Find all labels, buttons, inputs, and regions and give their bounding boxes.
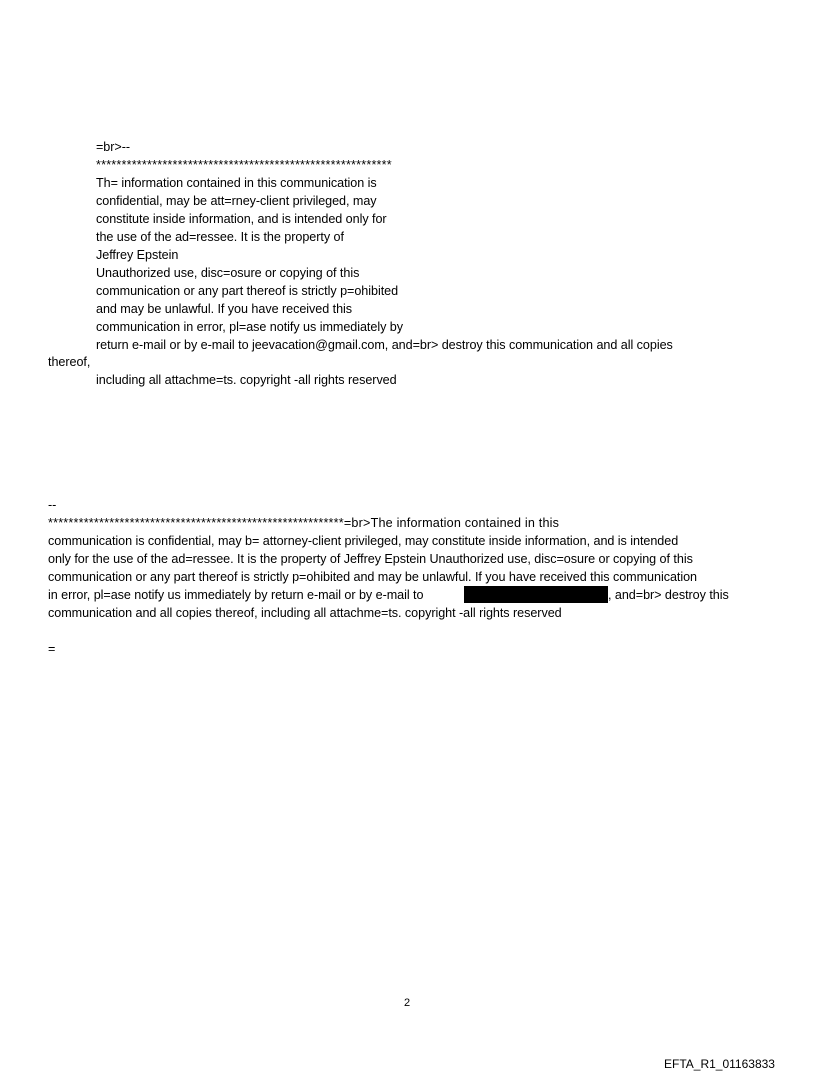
quoted-line: Th= information contained in this communication is [96,176,377,190]
quoted-line: =br>-- [96,140,130,154]
signature-line: , and=br> destroy this [608,588,729,602]
quoted-line: constitute inside information, and is intended only for [96,212,387,226]
signature-line: in error, pl=ase notify us immediately by return e-mail or by e-mail to [48,588,424,602]
signature-line: communication is confidential, may b= attorney-client privileged, may constitute inside information, and is intended [48,534,679,548]
quoted-line: including all attachme=ts. copyright -all rights reserved [96,373,397,387]
signature-line: communication or any part thereof is strictly p=ohibited and may be unlawful. If you have received this communication [48,570,698,584]
document-id: EFTA_R1_01163833 [664,1057,775,1071]
quoted-line: Jeffrey Epstein [96,248,179,262]
signature-line: communication and all copies thereof, including all attachme=ts. copyright -all rights reserved [48,606,562,620]
quoted-line: ********************************************************** [96,158,392,172]
quoted-line: thereof, [48,355,91,369]
quoted-line: and may be unlawful. If you have received this [96,302,353,316]
quoted-line: confidential, may be att=rney-client privileged, may [96,194,377,208]
quoted-line: Unauthorized use, disc=osure or copying of this [96,266,360,280]
quoted-line: return e-mail or by e-mail to jeevacation@gmail.com, and=br> destroy this communication and all copies [96,338,673,352]
trailing-equals: = [48,642,56,656]
quoted-line: the use of the ad=ressee. It is the property of [96,230,344,244]
quoted-line: communication or any part thereof is strictly p=ohibited [96,284,399,298]
signature-dashes: -- [48,498,57,512]
signature-line: **********************************************************=br>The information contained in this [48,516,560,530]
quoted-line: communication in error, pl=ase notify us immediately by [96,320,403,334]
redaction-box [464,586,608,603]
signature-line: only for the use of the ad=ressee. It is the property of Jeffrey Epstein Unauthorized use, disc=osure or copying of this [48,552,693,566]
page-number: 2 [404,997,411,1009]
